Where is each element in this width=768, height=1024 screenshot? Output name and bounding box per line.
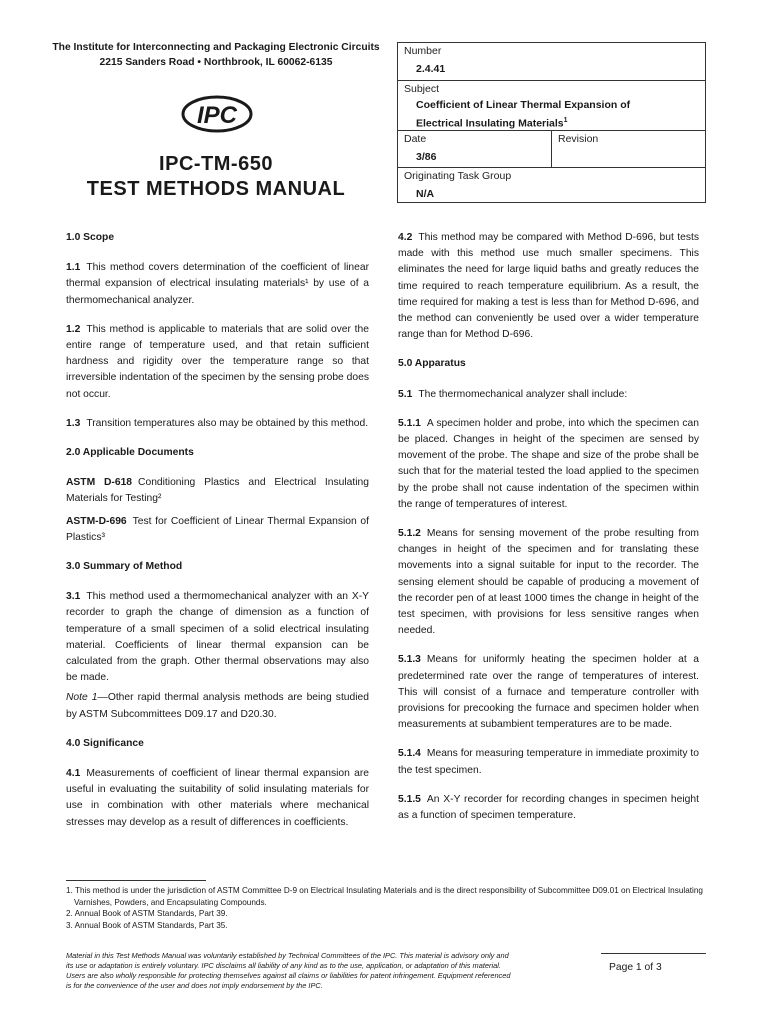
note-label: Note 1— <box>66 692 108 704</box>
paragraph-4-2 <box>398 230 699 343</box>
revision-cell <box>552 131 705 168</box>
section-heading-apparatus: 5.0 Apparatus <box>398 358 466 370</box>
revision-label: Revision <box>558 133 599 145</box>
paragraph-4-1 <box>66 766 369 831</box>
paragraph-text: Means for uniformly heating the specimen holder at a predetermined rate over the range of temperatures of interest. This will consist of a furnace and temperature controller with provisions for precooking the furnace and specimen holder when measurements at subambient temperatures are to be made. <box>398 654 699 731</box>
document-title: Conditioning Plastics and Electrical Insulating Materials for Testing² <box>66 477 370 505</box>
task-group-label: Originating Task Group <box>404 170 512 182</box>
footnote-2: 2. Annual Book of ASTM Standards, Part 39. <box>66 909 228 918</box>
subject-line-2 <box>416 113 699 132</box>
institute-name: The Institute for Interconnecting and Packaging Electronic Circuits <box>52 42 380 53</box>
section-heading-applicable-documents: 2.0 Applicable Documents <box>66 447 194 459</box>
manual-title: TEST METHODS MANUAL <box>86 178 346 200</box>
paragraph-number: 1.2 <box>66 323 81 335</box>
number-label: Number <box>404 45 442 57</box>
paragraph-number: 4.2 <box>398 232 413 243</box>
document-code: ASTM D-618 <box>66 477 133 489</box>
document-astm-d696 <box>66 514 369 546</box>
paragraph-text: Means for measuring temperature in immediate proximity to the test specimen. <box>398 748 699 776</box>
logo-text: IPC <box>196 102 238 129</box>
number-value: 2.4.41 <box>416 63 446 75</box>
paragraph-text: This method covers determination of the coefficient of linear thermal expansion of electrical insulating materials¹ by use of a thermomechanical analyzer. <box>66 262 369 306</box>
paragraph-text: An X-Y recorder for recording changes in specimen height as a function of specimen temperature. <box>398 793 699 822</box>
document-info-box <box>397 42 706 203</box>
document-astm-d618 <box>66 475 369 507</box>
paragraph-number: 5.1.4 <box>398 748 421 760</box>
document-code: ASTM-D-696 <box>66 515 127 527</box>
footnote-1: 1. This method is under the jurisdiction of ASTM Committee D-9 on Electrical Insulating Materials and is the direct responsibility of Subcommittee D09.01 on Electrical Insulating Varnishes, Powders, and Encapsulating Compounds. <box>66 886 703 907</box>
paragraph-5-1-2 <box>398 526 699 639</box>
note-1 <box>66 690 369 722</box>
section-heading-scope: 1.0 Scope <box>66 232 115 243</box>
task-group-value: N/A <box>416 188 435 200</box>
date-value: 3/86 <box>416 151 437 163</box>
paragraph-number: 1.3 <box>66 417 81 429</box>
paragraph-number: 4.1 <box>66 768 81 780</box>
paragraph-number: 5.1 <box>398 388 413 400</box>
paragraph-text: This method may be compared with Method D-696, but tests made with this method use much smaller specimens. This eliminates the need for large liquid baths and greatly reduces the time required to reach temperature equilibrium. As a result, the time required for making a test is less than for Method D-696, and the method can conveniently be used over a wider temperature range than for Method D-696. <box>398 232 699 341</box>
footnote-3: 3. Annual Book of ASTM Standards, Part 35. <box>66 920 228 930</box>
disclaimer-text: Material in this Test Methods Manual was voluntarily established by Technical Committees of the IPC. This material is advisory only and its use or adaptation is entirely voluntary. IPC disclaims all liability of any kind as to the use, application, or adaptation of this material. Users are also wholly responsible for protecting themselves against all claims or liabilities for patent infringement. Equipment referenced is for the convenience of the user and does not imply endorsement by the IPC. <box>66 951 511 990</box>
paragraph-text: Transition temperatures also may be obtained by this method. <box>86 417 369 429</box>
institute-header <box>40 40 392 70</box>
paragraph-number: 5.1.3 <box>398 654 421 666</box>
paragraph-text: Means for sensing movement of the probe resulting from changes in height of the specimen and for translating these movements into a signal suitable for input to the recorder. The sensing element should be capable of producing a movement of the recorder pen of at least 1000 times the change in height of the test specimen, with provisions for less sensitive ranges when needed. <box>398 528 699 637</box>
paragraph-text: This method used a thermomechanical analyzer with an X-Y recorder to graph the change of dimension as a function of temperature of a small specimen of a solid electrical insulating material. Coefficients of linear thermal expansion can be calculated from the graph. Other thermal observations may also be made. <box>66 591 369 684</box>
task-group-cell <box>398 168 705 202</box>
document-title: Test for Coefficient of Linear Thermal Expansion of Plastics³ <box>66 515 369 543</box>
subject-line-2-text: Electrical Insulating Materials <box>416 117 564 130</box>
paragraph-3-1 <box>66 589 369 686</box>
paragraph-5-1-4 <box>398 746 699 778</box>
manual-title-block <box>40 152 392 202</box>
note-text: Other rapid thermal analysis methods are being studied by ASTM Subcommittees D09.17 and D20.30. <box>66 692 369 720</box>
subject-footnote-ref: 1 <box>563 117 568 124</box>
footnote-divider <box>66 880 206 881</box>
subject-value <box>404 98 699 132</box>
right-column <box>398 230 699 837</box>
paragraph-number: 5.1.2 <box>398 528 421 540</box>
page-indicator: Page 1 of 3 <box>609 962 662 973</box>
subject-line-1: Coefficient of Linear Thermal Expansion of <box>416 99 631 111</box>
date-cell <box>398 131 552 168</box>
paragraph-5-1-1 <box>398 416 699 513</box>
paragraph-number: 3.1 <box>66 591 81 603</box>
subject-cell <box>398 81 705 131</box>
paragraph-number: 1.1 <box>66 262 81 274</box>
paragraph-1-2 <box>66 322 369 403</box>
paragraph-number: 5.1.1 <box>398 417 421 429</box>
footnotes <box>66 885 706 931</box>
paragraph-1-1 <box>66 260 369 309</box>
paragraph-number: 5.1.5 <box>398 793 421 805</box>
paragraph-text: This method is applicable to materials that are solid over the entire range of temperature used, and that retain sufficient hardness and rigidity over the temperature range so that irreversible indentation of the specimen by the sensing probe does not occur. <box>66 323 369 400</box>
paragraph-5-1-5 <box>398 792 699 824</box>
ipc-logo <box>179 94 255 134</box>
paragraph-1-3 <box>66 416 369 432</box>
section-heading-summary: 3.0 Summary of Method <box>66 561 183 573</box>
institute-address: 2215 Sanders Road • Northbrook, IL 60062-6135 <box>99 57 333 68</box>
number-cell <box>398 43 705 81</box>
paragraph-text: Measurements of coefficient of linear thermal expansion are useful in evaluating the suitability of solid insulating materials for use in combination with other materials where mechanical stresses may develop as a result of differences in coefficients. <box>66 768 369 828</box>
paragraph-text: A specimen holder and probe, into which the specimen can be placed. Changes in height of the specimen are sensed by movement of the probe. The shape and size of the probe shall be such that for the material tested the load applied to the specimen by the probe shall not cause indentation of the specimen within the range of temperatures of interest. <box>398 417 699 510</box>
page-indicator-rule <box>601 953 706 954</box>
manual-code: IPC-TM-650 <box>159 153 273 175</box>
left-column <box>66 230 369 844</box>
date-label: Date <box>404 133 427 145</box>
paragraph-5-1 <box>398 387 699 403</box>
section-heading-significance: 4.0 Significance <box>66 737 144 749</box>
paragraph-5-1-3 <box>398 652 699 733</box>
paragraph-text: The thermomechanical analyzer shall include: <box>418 388 628 400</box>
subject-label: Subject <box>404 83 440 95</box>
